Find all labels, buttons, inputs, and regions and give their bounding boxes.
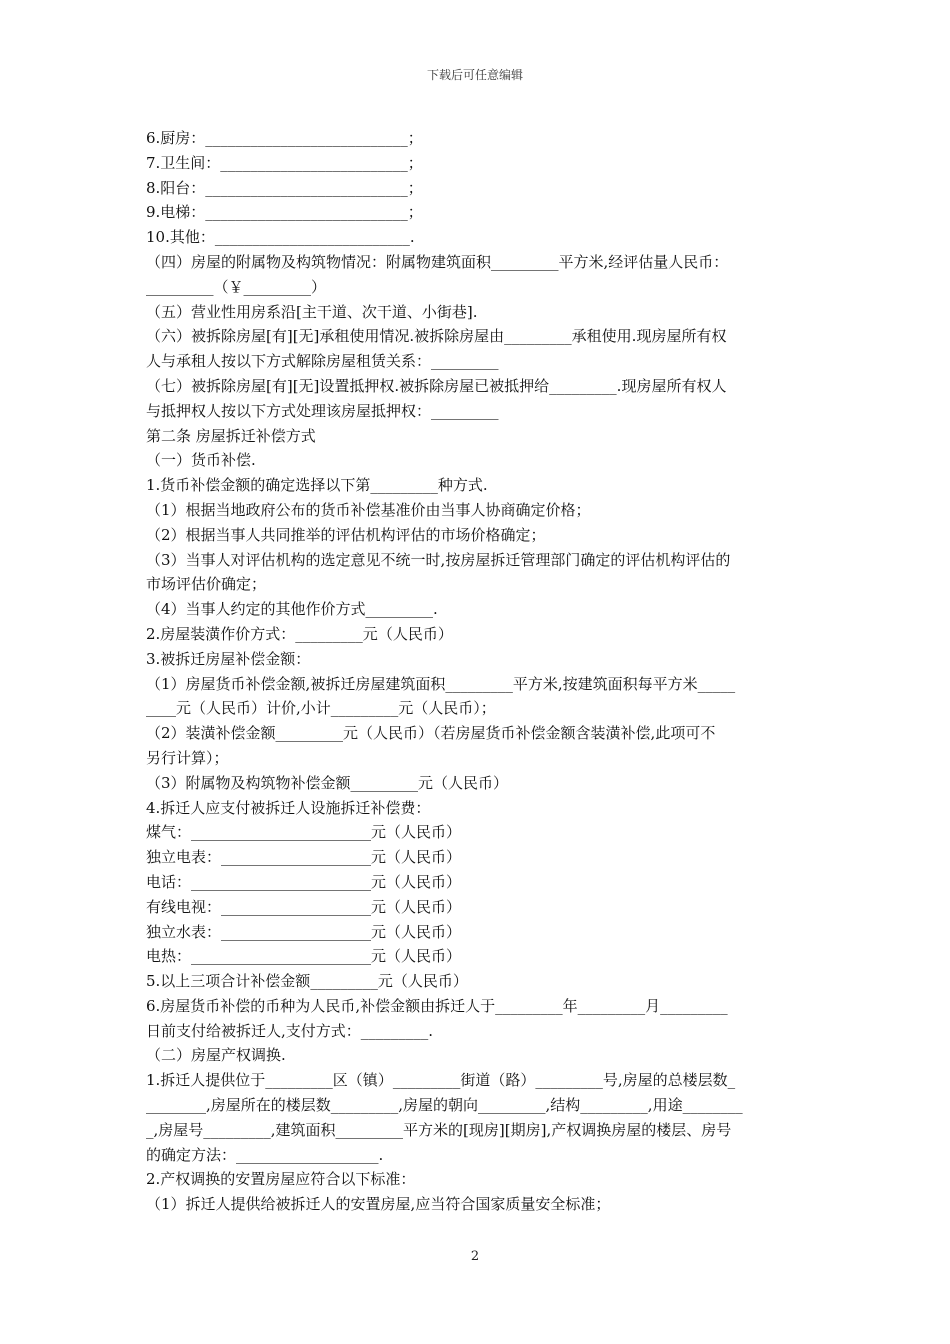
document-line: ____元（人民币）计价,小计_________元（人民币）； [146, 699, 496, 718]
page-header-note: 下载后可任意编辑 [426, 68, 523, 82]
document-line: （五）营业性用房系沿[主干道、次干道、小街巷]. [146, 302, 478, 321]
document-line: （1）房屋货币补偿金额,被拆迁房屋建筑面积_________平方米,按建筑面积每平方米_____ [146, 674, 736, 693]
document-line: 独立电表：____________________元（人民币） [146, 848, 462, 867]
document-line: 的确定方法：___________________. [146, 1145, 384, 1164]
document-line: 9.电梯：___________________________； [146, 203, 423, 222]
document-line: _________（￥_________） [146, 277, 327, 296]
document-line: （4）当事人约定的其他作价方式_________. [146, 600, 438, 619]
document-line: 10.其他：__________________________. [146, 228, 415, 247]
document-line: 1.货币补偿金额的确定选择以下第_________种方式. [146, 476, 488, 495]
document-line: 8.阳台：___________________________； [146, 178, 423, 197]
document-line: （2）装潢补偿金额_________元（人民币）（若房屋货币补偿金额含装潢补偿,此项可不 [146, 724, 716, 743]
document-line: ________,房屋所在的楼层数_________,房屋的朝向_________,结构_________,用途________ [146, 1096, 743, 1115]
document-line: 日前支付给被拆迁人,支付方式：_________. [146, 1021, 434, 1040]
document-line: （六）被拆除房屋[有][无]承租使用情况.被拆除房屋由_________承租使用.现房屋所有权 [146, 327, 727, 346]
document-line: （2）根据当事人共同推举的评估机构评估的市场价格确定； [146, 525, 546, 544]
document-line: 煤气：________________________元（人民币） [146, 823, 462, 842]
document-line: （3）当事人对评估机构的选定意见不统一时,按房屋拆迁管理部门确定的评估机构评估的 [146, 550, 731, 569]
document-line: 另行计算）； [146, 748, 229, 767]
document-body [146, 126, 808, 1217]
document-line: （七）被拆除房屋[有][无]设置抵押权.被拆除房屋已被抵押给_________.现房屋所有权人 [146, 376, 727, 395]
page-number: 2 [470, 1249, 480, 1264]
document-line: 市场评估价确定； [146, 575, 267, 594]
document-line: 1.拆迁人提供位于_________区（镇）_________街道（路）_________号,房屋的总楼层数_ [146, 1071, 736, 1090]
document-line: （1）拆迁人提供给被拆迁人的安置房屋,应当符合国家质量安全标准； [146, 1195, 611, 1214]
document-line: _,房屋号_________,建筑面积_________平方米的[现房][期房],产权调换房屋的楼层、房号 [146, 1120, 732, 1139]
document-line: 电热：________________________元（人民币） [146, 947, 462, 966]
document-line: 6.厨房：___________________________； [146, 129, 423, 147]
document-line: 2.房屋装潢作价方式：_________元（人民币） [146, 624, 453, 643]
document-line: （二）房屋产权调换. [146, 1046, 286, 1065]
document-line: （一）货币补偿. [146, 451, 256, 470]
document-line: 7.卫生间：_________________________； [146, 153, 423, 172]
document-line: 电话：________________________元（人民币） [146, 872, 462, 891]
document-line: 人与承租人按以下方式解除房屋租赁关系：_________ [146, 352, 499, 371]
document-line: （1）根据当地政府公布的货币补偿基准价由当事人协商确定价格； [146, 500, 591, 519]
document-line: 第二条 房屋拆迁补偿方式 [146, 426, 316, 445]
document-line: 5.以上三项合计补偿金额_________元（人民币） [146, 972, 468, 991]
document-line: 有线电视：____________________元（人民币） [146, 897, 462, 916]
document-line: 2.产权调换的安置房屋应符合以下标准： [146, 1170, 416, 1189]
document-line: 独立水表：____________________元（人民币） [146, 922, 462, 941]
document-line: 3.被拆迁房屋补偿金额： [146, 649, 311, 668]
document-line: 6.房屋货币补偿的币种为人民币,补偿金额由拆迁人于_________年_________月_________ [146, 996, 728, 1015]
document-line: 4.拆迁人应支付被拆迁人设施拆迁补偿费： [146, 798, 431, 817]
document-line: （四）房屋的附属物及构筑物情况：附属物建筑面积_________平方米,经评估量人民币： [146, 252, 729, 271]
document-line: 与抵押权人按以下方式处理该房屋抵押权：_________ [146, 401, 499, 420]
document-line: （3）附属物及构筑物补偿金额_________元（人民币） [146, 773, 509, 792]
